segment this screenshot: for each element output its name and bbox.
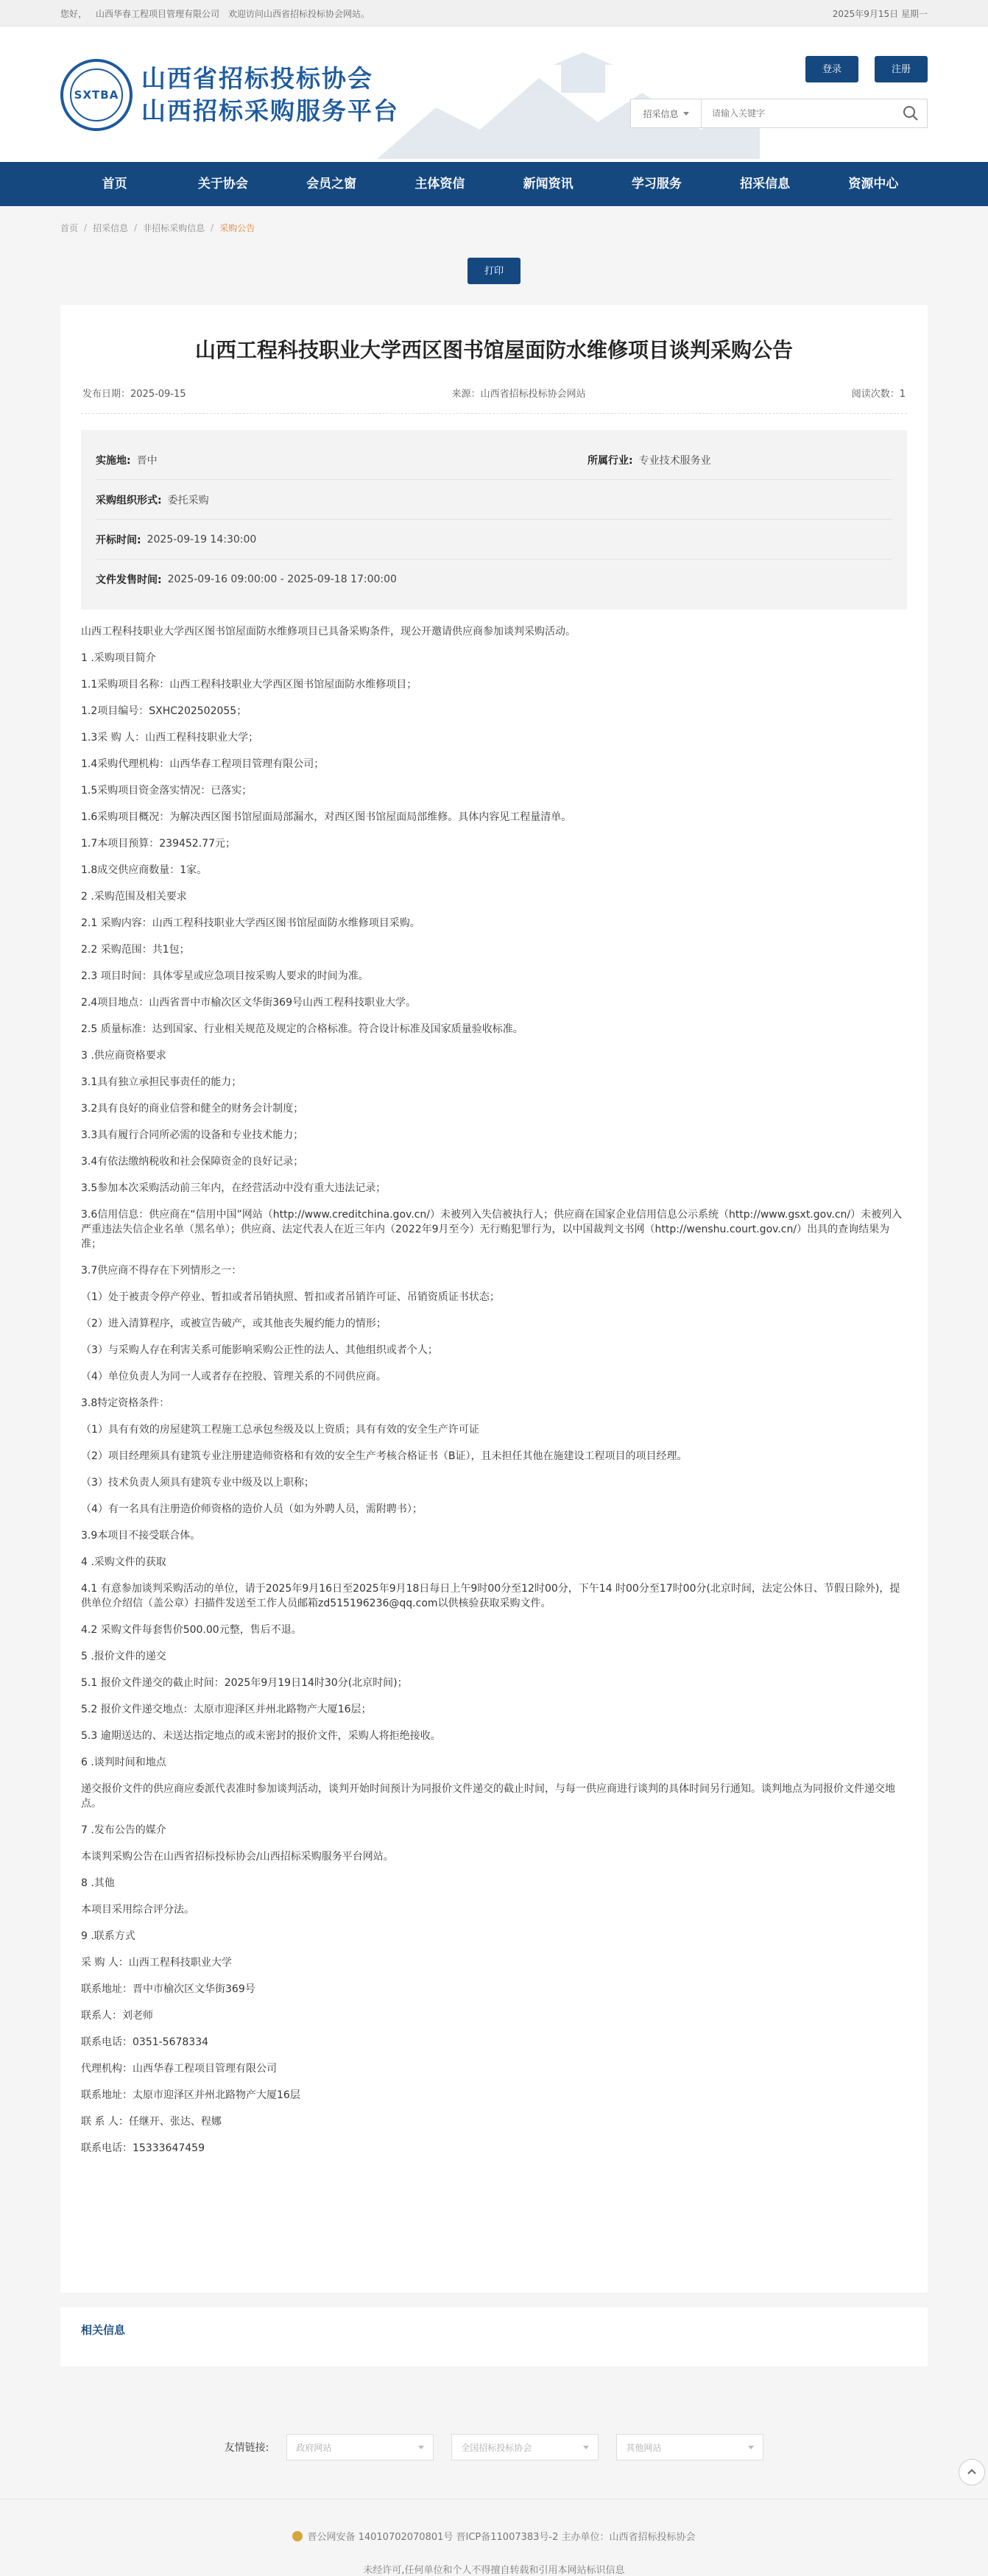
assoc-sites-label: 全国招标投标协会 [461, 2442, 532, 2453]
breadcrumb-home[interactable]: 首页 [60, 222, 79, 233]
gov-sites-select[interactable] [286, 2434, 434, 2460]
issue-time-label: 文件发售时间: [96, 574, 162, 586]
footer-copyright: 未经许可,任何单位和个人不得擅自转载和引用本网站标识信息 [363, 2565, 625, 2576]
article-paragraph: （4）有一名具有注册造价师资格的造价人员（如为外聘人员，需附聘书）； [81, 1503, 423, 1515]
article-paragraph: 3.7供应商不得存在下列情形之一： [81, 1265, 242, 1277]
article-paragraph: 4.2 采购文件每套售价500.00元整，售后不退。 [81, 1624, 302, 1636]
gov-sites-label: 政府网站 [296, 2442, 332, 2453]
article-paragraph: （4）单位负责人为同一人或者存在控股、管理关系的不同供应商。 [81, 1371, 387, 1383]
article-paragraph: 1.7本项目预算：239452.77元； [81, 838, 236, 850]
article-paragraph: 1.4采购代理机构：山西华春工程项目管理有限公司； [81, 758, 325, 770]
info-row [96, 520, 892, 560]
article-paragraph: 2.5 质量标准：达到国家、行业相关规范及规定的合格标准。符合设计标准及国家质量验收标准。 [81, 1023, 523, 1035]
other-sites-select[interactable] [616, 2434, 763, 2460]
breadcrumb-separator: / [211, 222, 214, 233]
search-category-label: 招采信息 [643, 108, 679, 119]
nav-item-resources[interactable]: 资源中心 [848, 177, 899, 191]
article-paragraph: 联系地址：晋中市榆次区文华街369号 [81, 1983, 255, 1995]
info-row [96, 560, 892, 599]
location-label: 实施地: [96, 454, 131, 467]
print-row [60, 249, 928, 305]
article-paragraph: （1）具有有效的房屋建筑工程施工总承包叁级及以上资质；具有有效的安全生产许可证 [81, 1424, 479, 1436]
other-sites-label: 其他网站 [626, 2442, 662, 2453]
article-body [81, 624, 907, 2156]
article-paragraph: 2.1 采购内容：山西工程科技职业大学西区图书馆屋面防水维修项目采购。 [81, 917, 420, 929]
breadcrumb-separator: / [134, 222, 138, 233]
article-paragraph: 采 购 人：山西工程科技职业大学 [81, 1957, 232, 1969]
view-count: 阅读次数：1 [851, 389, 906, 400]
article-paragraph: （2）项目经理须具有建筑专业注册建造师资格和有效的安全生产考核合格证书（B证），且未担任其他在施建设工程项目的项目经理。 [81, 1450, 688, 1462]
site-header [0, 27, 988, 162]
issue-time-value: 2025-09-16 09:00:00 - 2025-09-18 17:00:00 [167, 574, 397, 585]
article-paragraph: 1.5采购项目资金落实情况：已落实； [81, 785, 253, 797]
assoc-sites-select[interactable] [451, 2434, 599, 2460]
article-paragraph: 3.8特定资格条件： [81, 1397, 170, 1409]
article-paragraph: 6 .谈判时间和地点 [81, 1757, 166, 1768]
back-to-top-button[interactable] [959, 2459, 985, 2485]
article-paragraph: 联系电话：0351-5678334 [81, 2036, 209, 2048]
article-paragraph: 联系人：刘老师 [81, 2010, 153, 2022]
article-paragraph: （2）进入清算程序，或被宣告破产，或其他丧失履约能力的情形； [81, 1318, 387, 1330]
article-source: 来源：山西省招标投标协会网站 [451, 389, 586, 400]
location-value: 晋中 [136, 454, 158, 467]
chevron-down-icon [418, 2446, 424, 2449]
article-paragraph: 2.3 项目时间：具体零星或应急项目按采购人要求的时间为准。 [81, 970, 369, 982]
related-info-title[interactable]: 相关信息 [81, 2323, 126, 2337]
article-paragraph: 2.4项目地点：山西省晋中市榆次区文华街369号山西工程科技职业大学。 [81, 997, 416, 1009]
related-info-section [60, 2307, 928, 2366]
article-paragraph: 1.1采购项目名称：山西工程科技职业大学西区图书馆屋面防水维修项目； [81, 679, 417, 691]
info-row [96, 440, 892, 480]
chevron-down-icon [748, 2446, 754, 2449]
welcome-message: 欢迎访问山西省招标投标协会网站。 [228, 8, 370, 19]
article-paragraph: 3.3具有履行合同所必需的设备和专业技术能力； [81, 1129, 304, 1141]
register-button[interactable]: 注册 [875, 56, 928, 82]
org-form-label: 采购组织形式: [96, 494, 162, 507]
nav-item-credit[interactable]: 主体资信 [414, 177, 465, 191]
search-icon[interactable] [895, 99, 927, 127]
welcome-text [60, 7, 378, 20]
article-paragraph: 1.2项目编号：SXHC202502055； [81, 705, 247, 717]
article-paragraph: 3.5参加本次采购活动前三年内，在经营活动中没有重大违法记录； [81, 1182, 387, 1194]
breadcrumb-separator: / [84, 222, 88, 233]
open-time-value: 2025-09-19 14:30:00 [147, 533, 257, 546]
article-paragraph: 1.8成交供应商数量：1家。 [81, 864, 208, 876]
print-button[interactable]: 打印 [467, 258, 521, 284]
search-input[interactable] [702, 99, 895, 127]
article-title: 山西工程科技职业大学西区图书馆屋面防水维修项目谈判采购公告 [194, 338, 793, 362]
breadcrumb-current: 采购公告 [219, 222, 255, 233]
article-paragraph: 山西工程科技职业大学西区图书馆屋面防水维修项目已具备采购条件，现公开邀请供应商参加谈判采购活动。 [81, 626, 576, 638]
org-form-value: 委托采购 [167, 494, 209, 507]
article-paragraph: 联系电话：15333647459 [81, 2142, 205, 2154]
police-badge-icon [292, 2531, 303, 2541]
article-paragraph: 1.3采 购 人：山西工程科技职业大学； [81, 732, 259, 744]
chevron-down-icon [583, 2446, 589, 2449]
greeting: 您好， [60, 8, 88, 19]
article-paragraph: 9 .联系方式 [81, 1930, 135, 1942]
nav-item-news[interactable]: 新闻资讯 [523, 177, 574, 191]
breadcrumb [60, 206, 928, 249]
article-paragraph: （3）技术负责人须具有建筑专业中级及以上职称； [81, 1477, 314, 1489]
friend-links [60, 2396, 928, 2499]
article-paragraph: 2 .采购范围及相关要求 [81, 891, 187, 903]
open-time-label: 开标时间: [96, 534, 141, 546]
article-paragraph: 3.6信用信息：供应商在“信用中国”网站（http://www.creditchina.gov.cn/）未被列入失信被执行人；供应商在国家企业信用信息公示系统（http://www.gsxt.gov.cn/）未被列入严重违法失信企业名单（黑名单）；供应商、法定代表人在近三年内（2022年9月至今）无行贿犯罪行为，以中国裁判文书网（http://wenshu.court.gov.cn/）出具的查询结果为准； [81, 1209, 903, 1250]
nav-item-procurement[interactable]: 招采信息 [740, 177, 791, 191]
article-paragraph: （3）与采购人存在利害关系可能影响采购公正性的法人、其他组织或者个人； [81, 1344, 438, 1356]
company-name: 山西华春工程项目管理有限公司 [96, 8, 220, 19]
logo-abbr: SXTBA [70, 68, 123, 121]
publish-date: 发布日期：2025-09-15 [82, 389, 186, 400]
article-paragraph: 5.1 报价文件递交的截止时间：2025年9月19日14时30分(北京时间)； [81, 1677, 408, 1689]
weekday: 星期一 [900, 8, 928, 19]
breadcrumb-non-tender[interactable]: 非招标采购信息 [143, 222, 205, 233]
nav-item-members[interactable]: 会员之窗 [306, 177, 357, 191]
article-paragraph: 3 .供应商资格要求 [81, 1050, 166, 1062]
search-category-select[interactable] [631, 99, 702, 127]
top-bar [0, 0, 988, 27]
article-paragraph: 3.4有依法缴纳税收和社会保障资金的良好记录； [81, 1156, 304, 1168]
main-nav [0, 162, 988, 206]
article-paragraph: 8 .其他 [81, 1877, 115, 1889]
logo-subtitle: 山西招标采购服务平台 [141, 96, 399, 125]
industry-label: 所属行业: [587, 454, 633, 467]
date-display [833, 7, 928, 20]
article-paragraph: 5.2 报价文件递交地点：太原市迎泽区并州北路物产大厦16层； [81, 1704, 372, 1715]
friend-links-label: 友情链接: [224, 2442, 269, 2454]
search-bar [630, 99, 928, 128]
current-date: 2025年9月15日 [832, 8, 899, 19]
article-paragraph: 联 系 人：任继开、张达、程娜 [81, 2116, 222, 2128]
article-paragraph: 代理机构：山西华春工程项目管理有限公司 [81, 2063, 277, 2075]
article-card [60, 305, 928, 2293]
article-paragraph: 联系地址：太原市迎泽区并州北路物产大厦16层 [81, 2089, 300, 2101]
article-paragraph: 5.3 逾期送达的、未送达指定地点的或未密封的报价文件，采购人将拒绝接收。 [81, 1730, 441, 1742]
breadcrumb-procurement[interactable]: 招采信息 [93, 222, 129, 233]
article-paragraph: 3.9本项目不接受联合体。 [81, 1530, 201, 1542]
article-meta [81, 386, 907, 414]
logo-emblem [60, 59, 133, 131]
article-paragraph: 1.6采购项目概况：为解决西区图书馆屋面局部漏水，对西区图书馆屋面局部维修。具体内容见工程量清单。 [81, 811, 572, 823]
article-paragraph: 本谈判采购公告在山西省招标投标协会/山西招标采购服务平台网站。 [81, 1851, 394, 1863]
article-paragraph: 4.1 有意参加谈判采购活动的单位，请于2025年9月16日至2025年9月18日每日上午9时00分至12时00分，下午14 时00分至17时00分(北京时间，法定公休日、节假日除外)，提供单位介绍信（盖公章）扫描件发送至工作人员邮箱zd515196236@qq.com以供核验获取采购文件。 [81, 1583, 900, 1609]
info-row [96, 480, 892, 520]
article-paragraph: 2.2 采购范围：共1包； [81, 944, 190, 956]
auth-buttons [805, 56, 928, 82]
article-paragraph: 5 .报价文件的递交 [81, 1651, 166, 1662]
site-footer [0, 2499, 988, 2576]
chevron-down-icon [683, 112, 689, 116]
site-logo[interactable] [60, 59, 399, 131]
article-paragraph: （1）处于被责令停产停业、暂扣或者吊销执照、暂扣或者吊销许可证、吊销资质证书状态； [81, 1291, 500, 1303]
article-paragraph: 7 .发布公告的媒介 [81, 1824, 166, 1836]
footer-registration: 晋公网安备 14010702070801号 晋ICP备11007383号-2 主办单位：山西省招标投标协会 [307, 2532, 696, 2543]
nav-item-about[interactable]: 关于协会 [197, 177, 248, 191]
nav-item-home[interactable]: 首页 [102, 177, 127, 191]
article-paragraph: 4 .采购文件的获取 [81, 1556, 166, 1568]
article-paragraph: 递交报价文件的供应商应委派代表准时参加谈判活动，谈判开始时间预计为同报价文件递交的截止时间，与每一供应商进行谈判的具体时间另行通知。谈判地点为同报价文件递交地点。 [81, 1783, 895, 1810]
login-button[interactable]: 登录 [805, 56, 858, 82]
article-paragraph: 3.2具有良好的商业信誉和健全的财务会计制度； [81, 1103, 304, 1115]
article-paragraph: 3.1具有独立承担民事责任的能力； [81, 1076, 242, 1088]
article-paragraph: 本项目采用综合评分法。 [81, 1904, 194, 1916]
project-info-box [81, 430, 907, 610]
article-paragraph: 1 .采购项目简介 [81, 652, 156, 664]
industry-value: 专业技术服务业 [638, 454, 711, 467]
logo-title: 山西省招标投标协会 [141, 64, 373, 93]
arrow-up-icon [966, 2466, 978, 2478]
nav-item-learning[interactable]: 学习服务 [631, 177, 682, 191]
